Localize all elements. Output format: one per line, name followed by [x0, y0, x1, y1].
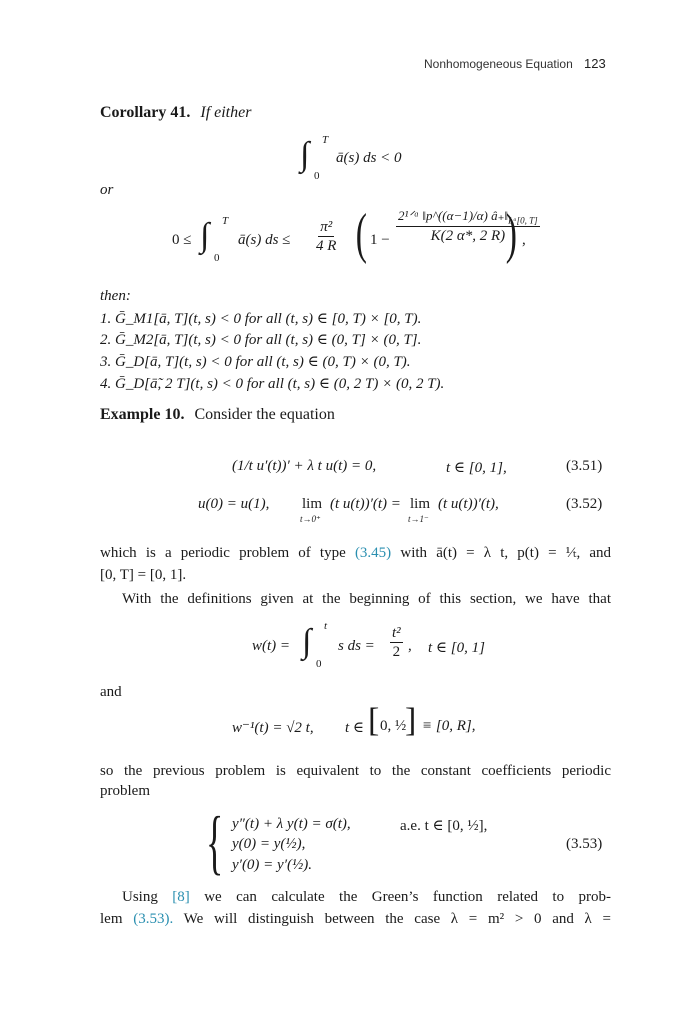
eq2-right-paren: ) — [505, 203, 517, 265]
equation-3-52-lim1: lim — [302, 496, 323, 512]
eq-w-lhs: w(t) = — [252, 638, 291, 654]
paragraph-2: With the definitions given at the beginning of this section, we have that — [122, 591, 611, 607]
eq-353-line-1: y″(t) + λ y(t) = σ(t), — [232, 816, 351, 832]
eq2-integrand: ā(s) ds ≤ — [238, 232, 291, 248]
eq2-frac-den: 4 R — [316, 238, 337, 254]
eq2-inner-fraction — [396, 208, 540, 245]
paragraph-3-line-2: problem — [100, 783, 150, 799]
corollary-item-2: 2. Ḡ_M2[ā, T](t, s) < 0 for all (t, s) ∈ (0, T] × (0, T]. — [100, 332, 422, 348]
eq-353-line-1-ae: a.e. t ∈ [0, ½], — [400, 818, 488, 834]
eq-winv-rhs: ≡ [0, R], — [422, 718, 476, 734]
equation-number-3-51: (3.51) — [566, 458, 603, 474]
eq-w-integral-sign: ∫ — [302, 623, 312, 660]
equation-3-52-rhs: (t u(t))′(t), — [438, 496, 499, 512]
eq-353-line-3: y′(0) = y′(½). — [232, 857, 312, 873]
eq2-trailing: , — [522, 232, 526, 248]
ref-8[interactable]: [8] — [172, 889, 190, 905]
equation-number-3-52: (3.52) — [566, 496, 603, 512]
eq-353-brace: { — [206, 802, 224, 882]
eq-w-integrand: s ds = — [338, 638, 375, 654]
corollary-if-either: If either — [200, 104, 252, 121]
example-intro: Consider the equation — [194, 406, 335, 423]
page-number: 123 — [584, 56, 606, 71]
eq2-inner-num: 2¹ᐟᵅ ‖p^((α−1)/α) $â_+‖_{Lᵅ[0, T]}$ — [398, 208, 538, 226]
eq2-left: 0 ≤ — [172, 232, 192, 248]
integral-expression: ā(s) ds < 0 — [336, 150, 402, 166]
corollary-item-1: 1. Ḡ_M1[ā, T](t, s) < 0 for all (t, s) ∈ [0, T) × [0, T). — [100, 311, 422, 327]
integral-lower-limit: 0 — [314, 170, 320, 182]
paragraph-1-line-2: [0, T] = [0, 1]. — [100, 567, 187, 583]
paragraph-4-line-2: lem (3.53). We will distinguish between the case λ = m² > 0 and λ = — [100, 911, 612, 927]
eq2-integral-upper: T — [222, 215, 229, 227]
eq2-integral-lower: 0 — [214, 252, 220, 264]
eq2-frac-num: π² — [320, 219, 333, 235]
corollary-item-4: 4. Ḡ_D[ā̃, 2 T](t, s) < 0 for all (t, s) ∈ (0, 2 T) × (0, 2 T). — [100, 376, 445, 392]
eq2-inner-den: K(2 α*, 2 R) — [430, 228, 506, 245]
example-label: Example 10. — [100, 406, 185, 423]
eq-w-frac-num: t² — [392, 625, 401, 641]
eq-353-line-2: y(0) = y(½), — [232, 836, 306, 852]
eq-w-domain: t ∈ [0, 1] — [428, 640, 485, 656]
eq-w-frac-den: 2 — [392, 644, 401, 660]
eq2-fraction — [316, 218, 336, 255]
integral-upper-limit: T — [322, 134, 329, 146]
equation-3-52-lim1-sub: t→0⁺ — [300, 514, 321, 524]
integral-sign: ∫ — [300, 136, 310, 173]
eq-winv-interval: 0, ½ — [380, 718, 407, 734]
eq-winv-domain: t ∈ — [345, 720, 365, 736]
eq-winv-left-bracket: [ — [368, 702, 380, 739]
eq-w-integral-upper: t — [324, 620, 328, 632]
ref-3-53[interactable]: (3.53). — [133, 911, 174, 927]
eq-w-comma: , — [408, 638, 412, 654]
corollary-equation-2 — [172, 203, 538, 278]
corollary-item-3: 3. Ḡ_D[ā, T](t, s) < 0 for all (t, s) ∈ (0, T) × (0, T). — [100, 354, 411, 370]
equation-3-52-lhs: u(0) = u(1), — [198, 496, 270, 512]
running-title: Nonhomogeneous Equation — [424, 57, 573, 71]
paragraph-4-line-1: Using [8] we can calculate the Green’s function related to prob- — [122, 889, 612, 905]
eq2-one-minus: 1 − — [370, 232, 390, 248]
word-and: and — [100, 684, 122, 700]
corollary-then: then: — [100, 288, 131, 304]
eq-w-integral-lower: 0 — [316, 658, 322, 670]
eq-w-fraction — [390, 624, 403, 661]
ref-3-45[interactable]: (3.45) — [354, 545, 392, 561]
eq2-inner-norm-sub: Lᵅ[0, T] — [508, 215, 538, 226]
eq-winv-right-bracket: ] — [405, 702, 417, 739]
eq2-integral-sign: ∫ — [200, 217, 210, 254]
corollary-or: or — [100, 182, 114, 198]
eq-winv-lhs: w⁻¹(t) = √2 t, — [232, 720, 314, 736]
corollary-heading — [100, 104, 251, 122]
equation-3-51: (1/t u′(t))′ + λ t u(t) = 0, — [232, 458, 377, 474]
equation-3-51-domain: t ∈ [0, 1], — [446, 460, 507, 476]
equation-3-52-lim2: lim — [410, 496, 431, 512]
equation-number-3-53: (3.53) — [566, 836, 603, 852]
equation-3-52-lim2-sub: t→1⁻ — [408, 514, 429, 524]
example-heading — [100, 406, 335, 424]
eq2-left-paren: ( — [355, 203, 367, 265]
equation-3-52-mid: (t u(t))′(t) = — [330, 496, 401, 512]
paragraph-1-line-1: which is a periodic problem of type (3.45) with ā(t) = λ t, p(t) = ¹⁄ₜ, and — [100, 545, 612, 561]
paragraph-3-line-1: so the previous problem is equivalent to the constant coefficients periodic — [100, 763, 611, 779]
corollary-label: Corollary 41. — [100, 104, 191, 121]
